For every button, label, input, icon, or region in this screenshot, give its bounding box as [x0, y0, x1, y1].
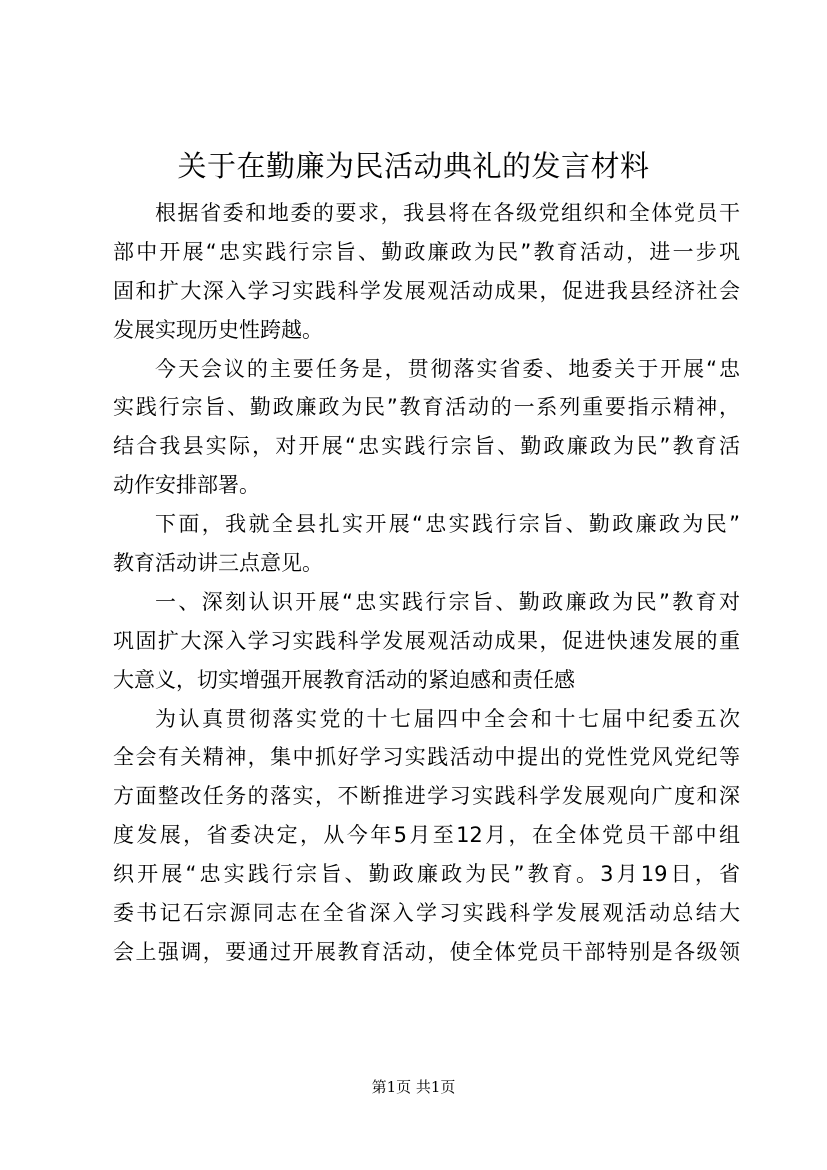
text-line: 大意义，切实增强开展教育活动的紧迫感和责任感 [113, 667, 575, 692]
text-line: 会上强调，要通过开展教育活动，使全体党员干部特别是各级领 [113, 939, 740, 964]
text-line: 部中开展“忠实践行宗旨、勤政廉政为民”教育活动，进一步巩 [113, 239, 740, 264]
text-line: 全会有关精神，集中抓好学习实践活动中提出的党性党风党纪等 [113, 745, 740, 770]
text-line: 发展实现历史性跨越。 [113, 317, 323, 342]
text-line: 根据省委和地委的要求，我县将在各级党组织和全体党员干 [155, 201, 740, 225]
document-body [113, 194, 740, 972]
text-line: 教育活动讲三点意见。 [113, 551, 323, 576]
text-line: 一、深刻认识开展“忠实践行宗旨、勤政廉政为民”教育对 [155, 589, 740, 614]
text-line: 委书记石宗源同志在全省深入学习实践科学发展观活动总结大 [113, 901, 740, 926]
text-line: 动作安排部署。 [113, 473, 260, 498]
text-line: 实践行宗旨、勤政廉政为民”教育活动的一系列重要指示精神， [113, 395, 740, 420]
page-footer: 第1页 共1页 [371, 1078, 456, 1096]
text-line: 织开展“忠实践行宗旨、勤政廉政为民”教育。3月19日，省 [113, 862, 740, 887]
text-line: 固和扩大深入学习实践科学发展观活动成果，促进我县经济社会 [113, 278, 740, 303]
text-line: 为认真贯彻落实党的十七届四中全会和十七届中纪委五次 [155, 706, 740, 731]
text-line: 今天会议的主要任务是，贯彻落实省委、地委关于开展“忠 [155, 356, 740, 381]
text-line: 结合我县实际，对开展“忠实践行宗旨、勤政廉政为民”教育活 [113, 434, 740, 459]
document-title: 关于在勤廉为民活动典礼的发言材料 [177, 149, 650, 183]
text-line: 度发展，省委决定，从今年5月至12月，在全体党员干部中组 [113, 823, 740, 848]
text-line: 方面整改任务的落实，不断推进学习实践科学发展观向广度和深 [113, 784, 740, 809]
text-line: 巩固扩大深入学习实践科学发展观活动成果，促进快速发展的重 [113, 628, 740, 653]
text-line: 下面，我就全县扎实开展“忠实践行宗旨、勤政廉政为民” [155, 512, 740, 537]
